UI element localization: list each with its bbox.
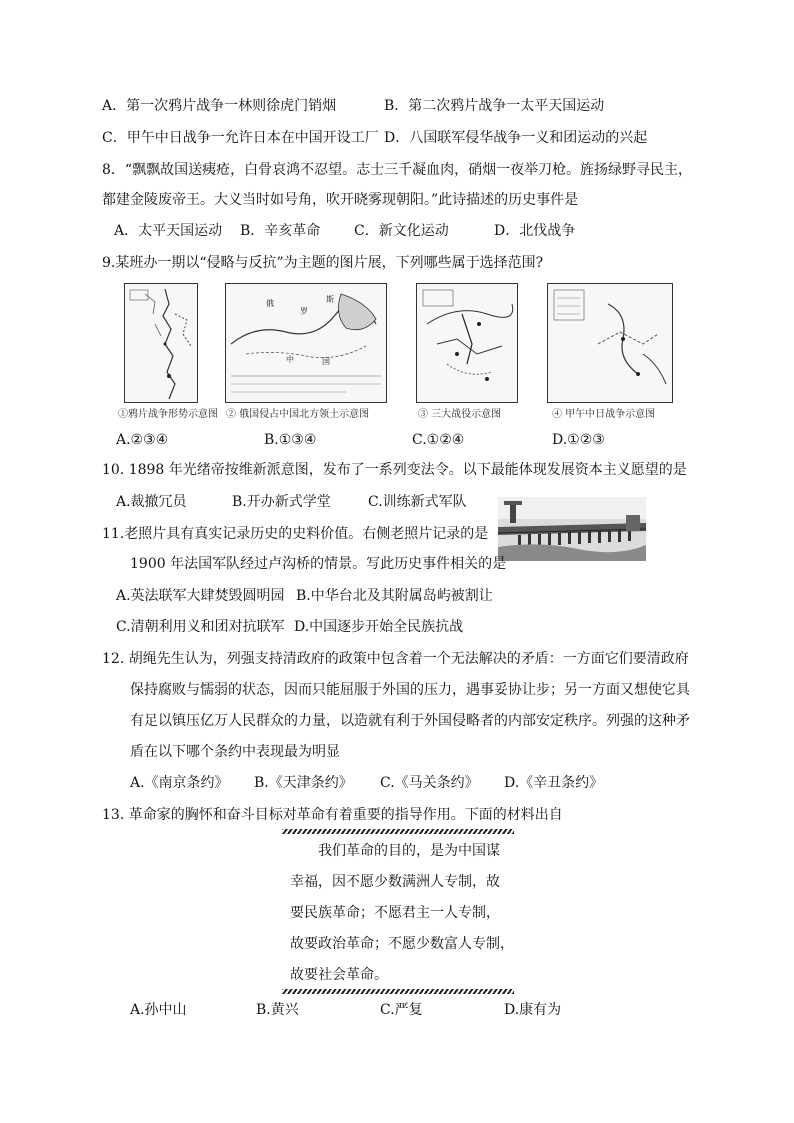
q12-stem-line-4: 盾在以下哪个条约中表现最为明显 [130, 744, 340, 760]
q10-option-a: A.裁撤冗员 [116, 494, 187, 510]
map-label-luo: 罗 [300, 307, 308, 316]
map-russia-drawing [226, 284, 386, 402]
quote-line-1: 我们革命的目的，是为中国谋 [318, 843, 500, 859]
q12-option-a: A.《南京条约》 [130, 775, 229, 791]
q12-stem-line-3: 有足以镇压亿万人民群众的力量，以造就有利于外国侵略者的内部安定秩序。列强的这种矛 [130, 713, 690, 729]
map-label-zhong: 中 [286, 355, 294, 364]
map-sino-japanese-drawing [548, 284, 672, 402]
map-opium-war [124, 283, 198, 403]
q8-stem-line-1: 8．“飘飘故国送痍疮，白骨哀鸿不忍望。志士三千凝血肉，硝烟一夜举刀枪。旌扬绿野寻民主， [102, 162, 693, 178]
q13-option-c: C.严复 [380, 1002, 423, 1018]
map-4-caption: ④ 甲午中日战争示意图 [552, 409, 656, 420]
q12-option-b: B.《天津条约》 [254, 775, 353, 791]
q11-stem-line-1: 11.老照片具有真实记录历史的史料价值。右侧老照片记录的是 [102, 526, 489, 542]
q13-option-b: B.黄兴 [256, 1002, 299, 1018]
quote-line-2: 幸福，因不愿少数满洲人专制，故 [290, 874, 500, 890]
q11-option-b: B.中华台北及其附属岛屿被割让 [296, 588, 493, 604]
q8-option-d: D．北伐战争 [494, 223, 576, 239]
q9-option-a: A.②③④ [116, 432, 169, 448]
map-2-caption: ② 俄国侵占中国北方领土示意图 [226, 409, 370, 420]
map-label-guo: 国 [322, 357, 330, 366]
quote-border-top [282, 829, 514, 834]
q10-option-b: B.开办新式学堂 [232, 494, 331, 510]
q13-stem: 13. 革命家的胸怀和奋斗目标对革命有着重要的指导作用。下面的材料出自 [102, 807, 563, 823]
q13-option-a: A.孙中山 [130, 1002, 187, 1018]
old-photo-drawing [498, 497, 646, 561]
map-three-campaigns-drawing [417, 284, 517, 402]
old-photo-lugou-bridge [498, 497, 646, 561]
q9-option-c: C.①②④ [412, 432, 465, 448]
map-sino-japanese-war [547, 283, 673, 403]
quote-line-4: 故要政治革命；不愿少数富人专制， [290, 936, 514, 952]
map-label-si: 斯 [326, 295, 334, 304]
q12-stem-line-2: 保持腐败与懦弱的状态，因而只能屈服于外国的压力，遇事妥协让步；另一方面又想使它具 [130, 682, 690, 698]
map-opium-war-drawing [125, 284, 197, 402]
q13-option-d: D.康有为 [504, 1002, 562, 1018]
q8-option-a: A．太平天国运动 [114, 223, 223, 239]
q9-option-b: B.①③④ [264, 432, 317, 448]
q9-option-d: D.①②③ [552, 432, 605, 448]
q8-option-b: B．辛亥革命 [240, 223, 321, 239]
map-three-campaigns [416, 283, 518, 403]
map-label-e: 俄 [266, 299, 274, 308]
q7-option-b: B．第二次鸦片战争一太平天国运动 [384, 98, 605, 114]
q7-option-d: D．八国联军侵华战争一义和团运动的兴起 [384, 130, 648, 146]
quote-border-bottom [282, 989, 514, 994]
quote-line-3: 要民族革命；不愿君主一人专制， [290, 905, 500, 921]
q7-option-c: C．甲午中日战争一允许日本在中国开设工厂 [102, 130, 379, 146]
q11-option-c: C.清朝利用义和团对抗联军 [116, 619, 285, 635]
q11-option-d: D.中国逐步开始全民族抗战 [294, 619, 464, 635]
q11-stem-line-2: 1900 年法国军队经过卢沟桥的情景。写此历史事件相关的是 [130, 556, 507, 572]
q9-stem: 9.某班办一期以“侵略与反抗”为主题的图片展，下列哪些属于选择范围? [102, 255, 544, 271]
q8-stem-line-2: 都建金陵废帝王。大义当时如号角，吹开晓雾现朝阳。”此诗描述的历史事件是 [102, 192, 579, 208]
q10-stem: 10. 1898 年光绪帝按维新派意图，发布了一系列变法令。以下最能体现发展资本主义愿望的是 [102, 462, 687, 478]
q11-option-a: A.英法联军大肆焚毁圆明园 [116, 588, 285, 604]
map-3-caption: ③ 三大战役示意图 [418, 409, 502, 420]
q12-option-d: D.《辛丑条约》 [504, 775, 604, 791]
quote-line-5: 故要社会革命。 [290, 967, 388, 983]
q12-stem-line-1: 12. 胡绳先生认为，列强支持清政府的政策中包含着一个无法解决的矛盾：一方面它们要清政府 [102, 651, 689, 667]
map-1-caption: ①鸦片战争形势示意图 [118, 409, 218, 420]
q8-option-c: C．新文化运动 [354, 223, 449, 239]
map-russia-occupation [225, 283, 387, 403]
q10-option-c: C.训练新式军队 [368, 494, 467, 510]
q12-option-c: C.《马关条约》 [380, 775, 479, 791]
q7-option-a: A．第一次鸦片战争一林则徐虎门销烟 [102, 98, 337, 114]
